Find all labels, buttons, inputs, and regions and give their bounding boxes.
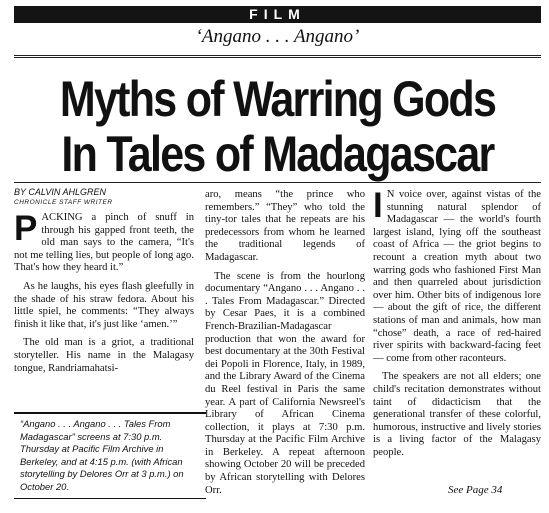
- paragraph: The speakers are not all elders; one child's recitation demonstrates without taint of didacticism that the generational transfer of these colorful, humorous, instructive and lively stories is a living factor of the Malagasy people.: [373, 371, 541, 458]
- screening-info-box: [14, 412, 206, 499]
- divider-headline: [14, 182, 541, 183]
- paragraph-text: N voice over, against vistas of the stunning natural splendor of Madagascar — the world's fourth largest island, lying off the southeast coast of Africa — the griot begins to recount a creation myth about two warring gods who fashioned First Man and then quarreled about jurisdiction over him. Other bits of indigenous lore — about the gift of rice, the different stations of man and animals, how man “chose” death, a race of red-haired river spirits with backward-facing feet — come from other raconteurs.: [373, 189, 541, 364]
- headline: [51, 72, 504, 182]
- byline-role: CHRONICLE STAFF WRITER: [14, 199, 113, 206]
- section-label: FILM: [249, 6, 306, 22]
- article-column-2: [205, 189, 365, 503]
- paragraph-text: ACKING a pinch of snuff in through his gapped front teeth, the old man says to the camera, “It's not me telling lies, but people of long ago. That's how they heard it.”: [14, 212, 194, 274]
- article-column-3: [373, 186, 541, 465]
- paragraph: aro, means “the prince who remembers.” “They” who told the tiny-tor tales that he repeats are his predecessors from whom he learned the traditional legends of Madagascar.: [205, 189, 365, 263]
- byline: BY CALVIN AHLGREN: [14, 187, 107, 197]
- kicker: ‘Angano . . . Angano’: [195, 26, 360, 47]
- continuation-note: See Page 34: [448, 484, 503, 496]
- paragraph: [14, 209, 194, 275]
- headline-line-1: Myths of Warring Gods: [59, 71, 496, 127]
- divider-top: [14, 55, 541, 56]
- paragraph: As he laughs, his eyes flash gleefully in the shade of his straw fedora. About his little spiel, he comments: “They always finish it like that, it's just like ‘amen.’”: [14, 280, 194, 330]
- drop-cap: I: [373, 186, 383, 225]
- paragraph: The old man is a griot, a traditional storyteller. His name in the Malagasy tongue, Randriamahatsi-: [14, 337, 194, 374]
- paragraph: [373, 186, 541, 365]
- section-banner: [14, 6, 541, 23]
- divider-top-double: [14, 57, 541, 58]
- drop-cap: P: [14, 209, 38, 248]
- screening-info-text: “Angano . . . Angano . . . Tales From Madagascar” screens at 7:30 p.m. Thursday at Pacific Film Archive in Berkeley, and at 4:15 p.m. (with African storytelling by Delores Orr at 3 p.m.) on October 20.: [20, 418, 184, 492]
- article-column-1: [14, 187, 194, 381]
- headline-line-2: In Tales of Madagascar: [61, 126, 494, 182]
- paragraph: The scene is from the hourlong documentary “Angano . . . Angano . . . Tales From Madagascar.” Directed by Cesar Paes, it is a combined French-Brazilian-Madagascar production that won the award for best documentary at the 30th Festival dei Popoli in Florence, Italy, in 1989, and the Library Award of the Cinema du Reel festival in Paris the same year. A part of California Newsreel's Library of African Cinema collection, it plays at 7:30 p.m. Thursday at the Pacific Film Archive in Berkeley. A repeat afternoon showing October 20 will be preceded by African storytelling with Delores Orr.: [205, 270, 365, 496]
